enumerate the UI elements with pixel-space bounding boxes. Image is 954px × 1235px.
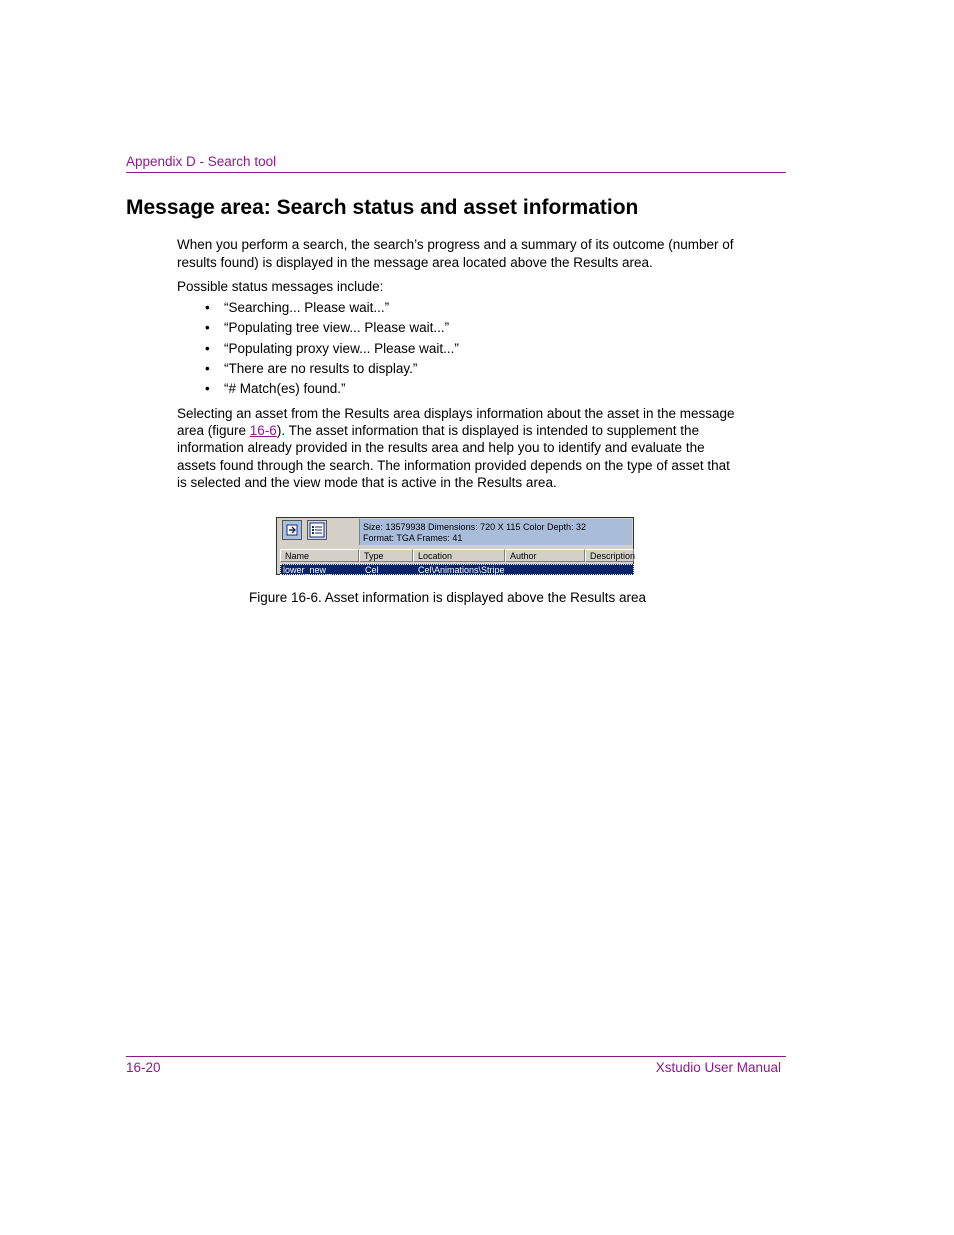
page-number: 16-20 xyxy=(126,1060,161,1075)
column-header-name[interactable]: Name xyxy=(280,549,359,562)
list-item: • “# Match(es) found.” xyxy=(205,379,459,399)
page-title: Message area: Search status and asset information xyxy=(126,196,639,219)
intro-paragraph: When you perform a search, the search’s progress and a summary of its outcome (number of results found) is displayed in the message area located above the Results area. xyxy=(177,237,734,270)
refresh-view-button[interactable] xyxy=(282,520,302,540)
asset-info-line-1: Size: 13579938 Dimensions: 720 X 115 Color Depth: 32 xyxy=(363,522,586,532)
asset-info-line-2: Format: TGA Frames: 41 xyxy=(363,533,463,543)
results-column-headers xyxy=(280,549,635,563)
figure-link[interactable]: 16-6 xyxy=(249,423,277,439)
list-view-icon xyxy=(308,521,326,539)
asset-info-panel xyxy=(359,519,632,545)
column-header-type[interactable]: Type xyxy=(359,549,413,562)
bullet-icon: • xyxy=(205,381,210,397)
row-type: Cel xyxy=(365,565,379,575)
manual-title: Xstudio User Manual xyxy=(655,1060,781,1075)
list-view-button[interactable] xyxy=(307,520,327,540)
bullet-icon: • xyxy=(205,360,210,376)
list-item: • “There are no results to display.” xyxy=(205,359,459,379)
column-header-description[interactable]: Description xyxy=(585,549,634,562)
header-rule xyxy=(126,172,786,173)
bullet-icon: • xyxy=(205,340,210,356)
list-item: • “Populating proxy view... Please wait...” xyxy=(205,339,459,359)
view-mode-buttons xyxy=(280,520,360,543)
column-header-author[interactable]: Author xyxy=(505,549,585,562)
column-header-location[interactable]: Location xyxy=(413,549,505,562)
table-row[interactable] xyxy=(280,564,634,575)
asset-info-paragraph: Selecting an asset from the Results area displays information about the asset in the message area (figure 16-6). The asset information that is displayed is intended to supplement the information already provided in the results area and help you to identify and evaluate the assets found through the search. The information provided depends on the type of asset that is selected and the view mode that is active in the Results area. xyxy=(177,406,735,490)
refresh-view-icon xyxy=(283,521,301,539)
row-name: lower_new_ xyxy=(283,565,332,575)
bullet-icon: • xyxy=(205,320,210,336)
running-header: Appendix D - Search tool xyxy=(126,154,277,169)
list-item: • “Populating tree view... Please wait...” xyxy=(205,318,459,338)
asset-info-screenshot xyxy=(276,517,634,575)
status-list-intro: Possible status messages include: xyxy=(177,279,384,294)
bullet-icon: • xyxy=(205,300,210,315)
status-message-list xyxy=(205,298,459,399)
figure-caption: Figure 16-6. Asset information is displayed above the Results area xyxy=(249,590,646,605)
list-item: • “Searching... Please wait...” xyxy=(205,298,459,318)
message-area xyxy=(277,518,633,546)
row-location: Cel\Animations\Stripe xyxy=(418,565,505,575)
footer-rule xyxy=(126,1056,786,1057)
